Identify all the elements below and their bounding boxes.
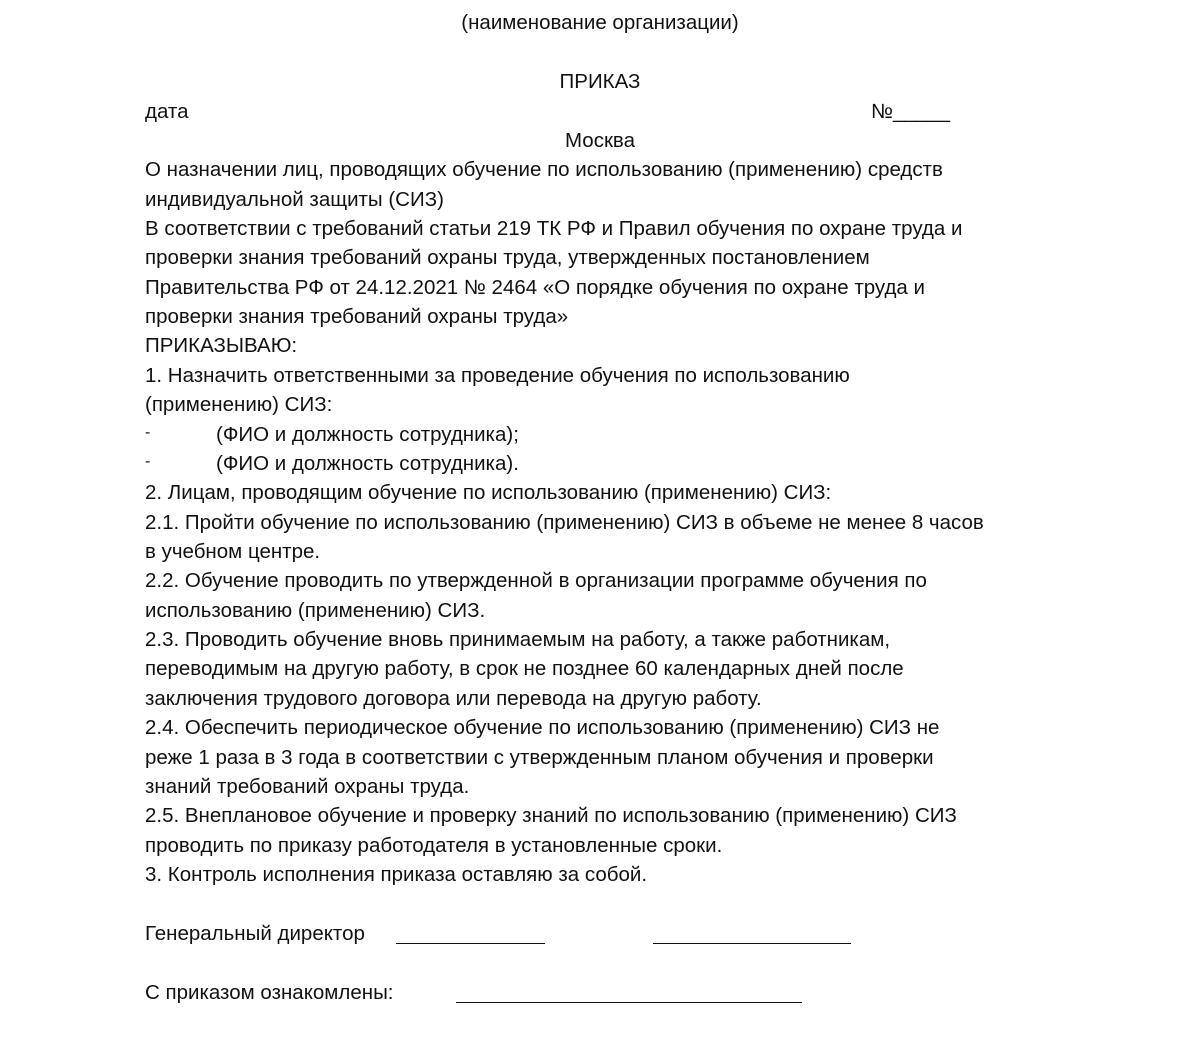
document-title: ПРИКАЗ	[559, 70, 641, 93]
bullet-item: (ФИО и должность сотрудника).	[216, 452, 519, 475]
item-2-1-line: в учебном центре.	[145, 540, 321, 563]
subject-line: индивидуальной защиты (СИЗ)	[145, 188, 444, 211]
item-2-2-line: использованию (применению) СИЗ.	[145, 599, 486, 622]
preamble-line: Правительства РФ от 24.12.2021 № 2464 «О порядке обучения по охране труда и	[145, 276, 925, 299]
subject-line: О назначении лиц, проводящих обучение по использованию (применению) средств	[145, 158, 943, 181]
date-label: дата	[145, 100, 189, 123]
preamble-line: проверки знания требований охраны труда»	[145, 305, 569, 328]
city-label: Москва	[565, 129, 635, 152]
item-2-3-line: переводимым на другую работу, в срок не позднее 60 календарных дней после	[145, 657, 904, 680]
acquainted-signature-line	[456, 1002, 802, 1003]
bullet-dash: -	[145, 424, 151, 441]
director-name-line	[653, 943, 851, 944]
item-2-5-line: 2.5. Внеплановое обучение и проверку знаний по использованию (применению) СИЗ	[145, 804, 957, 827]
item-2-5-line: проводить по приказу работодателя в установленные сроки.	[145, 834, 723, 857]
number-label: №_____	[871, 100, 950, 123]
director-label: Генеральный директор	[145, 922, 365, 945]
item-2-1-line: 2.1. Пройти обучение по использованию (применению) СИЗ в объеме не менее 8 часов	[145, 511, 984, 534]
item-2-line: 2. Лицам, проводящим обучение по использованию (применению) СИЗ:	[145, 481, 832, 504]
order-word: ПРИКАЗЫВАЮ:	[145, 334, 298, 357]
organization-placeholder: (наименование организации)	[461, 11, 739, 34]
director-signature-line	[396, 943, 545, 944]
bullet-dash: -	[145, 453, 151, 470]
item-2-4-line: знаний требований охраны труда.	[145, 775, 470, 798]
preamble-line: В соответствии с требований статьи 219 ТК РФ и Правил обучения по охране труда и	[145, 217, 963, 240]
item-2-2-line: 2.2. Обучение проводить по утвержденной в организации программе обучения по	[145, 569, 927, 592]
item-2-3-line: заключения трудового договора или перевода на другую работу.	[145, 687, 762, 710]
preamble-line: проверки знания требований охраны труда, утвержденных постановлением	[145, 246, 870, 269]
item-1-line: 1. Назначить ответственными за проведение обучения по использованию	[145, 364, 850, 387]
item-2-4-line: реже 1 раза в 3 года в соответствии с утвержденным планом обучения и проверки	[145, 746, 934, 769]
item-2-4-line: 2.4. Обеспечить периодическое обучение по использованию (применению) СИЗ не	[145, 716, 940, 739]
item-2-3-line: 2.3. Проводить обучение вновь принимаемым на работу, а также работникам,	[145, 628, 891, 651]
acquainted-label: С приказом ознакомлены:	[145, 981, 394, 1004]
bullet-item: (ФИО и должность сотрудника);	[216, 423, 519, 446]
item-1-line: (применению) СИЗ:	[145, 393, 333, 416]
item-3-line: 3. Контроль исполнения приказа оставляю за собой.	[145, 863, 648, 886]
